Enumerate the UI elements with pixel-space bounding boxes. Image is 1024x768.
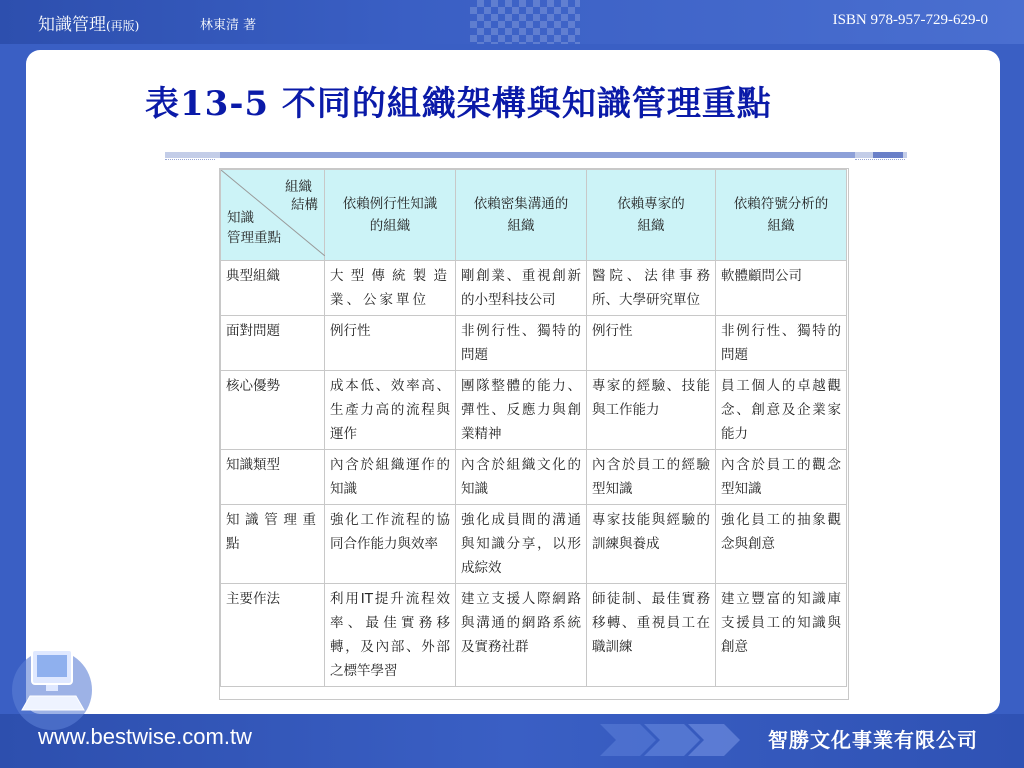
title-rule-right-accent bbox=[855, 152, 907, 158]
row-label: 典型組織 bbox=[221, 261, 325, 316]
table-cell: 內含於員工的觀念型知識 bbox=[716, 450, 847, 505]
row-label: 面對問題 bbox=[221, 316, 325, 371]
column-header-text: 依賴例行性知識的組織 bbox=[342, 196, 438, 234]
table-cell: 內含於組織運作的知識 bbox=[325, 450, 456, 505]
table-cell: 專家技能與經驗的訓練與養成 bbox=[587, 505, 716, 584]
column-header-text: 依賴符號分析的組織 bbox=[733, 196, 829, 234]
table-row-main-practice bbox=[221, 584, 847, 687]
checker-pattern bbox=[470, 0, 580, 44]
table-cell: 非例行性、獨特的問題 bbox=[716, 316, 847, 371]
title-rule bbox=[165, 152, 907, 158]
company-name: 智勝文化事業有限公司 bbox=[768, 728, 978, 752]
book-title-text: 知識管理 bbox=[38, 15, 106, 35]
corner-top-line-2: 結構 bbox=[291, 197, 318, 213]
corner-bottom-line-2: 管理重點 bbox=[227, 230, 281, 246]
row-label: 知識管理重點 bbox=[221, 505, 325, 584]
title-rule-left-accent bbox=[165, 152, 220, 158]
column-header-text: 依賴密集溝通的組織 bbox=[473, 196, 569, 234]
row-label: 知識類型 bbox=[221, 450, 325, 505]
table-cell: 建立支援人際網路與溝通的網路系統及實務社群 bbox=[456, 584, 587, 687]
website-url: www.bestwise.com.tw bbox=[38, 724, 252, 749]
table-cell: 內含於組織文化的知識 bbox=[456, 450, 587, 505]
row-label: 主要作法 bbox=[221, 584, 325, 687]
arrows-graphic bbox=[600, 718, 740, 762]
rule-dots-left bbox=[165, 159, 215, 162]
table-cell: 非例行性、獨特的問題 bbox=[456, 316, 587, 371]
table-row-km-focus bbox=[221, 505, 847, 584]
table-cell: 大型傳統製造業、公家單位 bbox=[325, 261, 456, 316]
column-header-expert bbox=[587, 170, 716, 261]
column-header-routine bbox=[325, 170, 456, 261]
table-cell: 員工個人的卓越觀念、創意及企業家能力 bbox=[716, 371, 847, 450]
table-cell: 醫院、法律事務所、大學研究單位 bbox=[587, 261, 716, 316]
table-row-knowledge-type bbox=[221, 450, 847, 505]
table-row-problems bbox=[221, 316, 847, 371]
table-cell: 內含於員工的經驗型知識 bbox=[587, 450, 716, 505]
table-cell: 建立豐富的知識庫支援員工的知識與創意 bbox=[716, 584, 847, 687]
table-cell: 專家的經驗、技能與工作能力 bbox=[587, 371, 716, 450]
table-cell: 例行性 bbox=[325, 316, 456, 371]
table-cell: 例行性 bbox=[587, 316, 716, 371]
table-cell: 強化成員間的溝通與知識分享，以形成綜效 bbox=[456, 505, 587, 584]
slide-title: 表13-5 不同的組織架構與知識管理重點 bbox=[145, 84, 772, 124]
table-cell: 成本低、效率高、生產力高的流程與運作 bbox=[325, 371, 456, 450]
isbn-label: ISBN 978-957-729-629-0 bbox=[832, 12, 988, 28]
corner-bottom-label bbox=[227, 208, 281, 248]
column-header-communication bbox=[456, 170, 587, 261]
table-row-core-advantage bbox=[221, 371, 847, 450]
table-cell: 強化工作流程的協同合作能力與效率 bbox=[325, 505, 456, 584]
table-cell: 剛創業、重視創新的小型科技公司 bbox=[456, 261, 587, 316]
table-cell: 團隊整體的能力、彈性、反應力與創業精神 bbox=[456, 371, 587, 450]
column-header-text: 依賴專家的組織 bbox=[617, 196, 685, 234]
book-author: 林東清 著 bbox=[200, 18, 257, 33]
table-cell: 強化員工的抽象觀念與創意 bbox=[716, 505, 847, 584]
corner-bottom-line-1: 知識 bbox=[227, 210, 254, 226]
comparison-table bbox=[220, 169, 847, 687]
rule-dots-right bbox=[855, 159, 905, 162]
row-label: 核心優勢 bbox=[221, 371, 325, 450]
table-cell: 軟體顧問公司 bbox=[716, 261, 847, 316]
table-cell: 利用IT提升流程效率、最佳實務移轉，及內部、外部之標竿學習 bbox=[325, 584, 456, 687]
corner-cell bbox=[221, 170, 325, 261]
column-header-symbolic bbox=[716, 170, 847, 261]
corner-top-line-1: 組織 bbox=[285, 179, 312, 195]
table-row-typical-org bbox=[221, 261, 847, 316]
computer-icon bbox=[10, 628, 100, 738]
book-edition: (再版) bbox=[106, 19, 140, 33]
book-title bbox=[38, 10, 139, 35]
table-cell: 師徒制、最佳實務移轉、重視員工在職訓練 bbox=[587, 584, 716, 687]
table-header-row bbox=[221, 170, 847, 261]
comparison-table-frame bbox=[219, 168, 849, 700]
corner-top-label bbox=[279, 178, 318, 214]
